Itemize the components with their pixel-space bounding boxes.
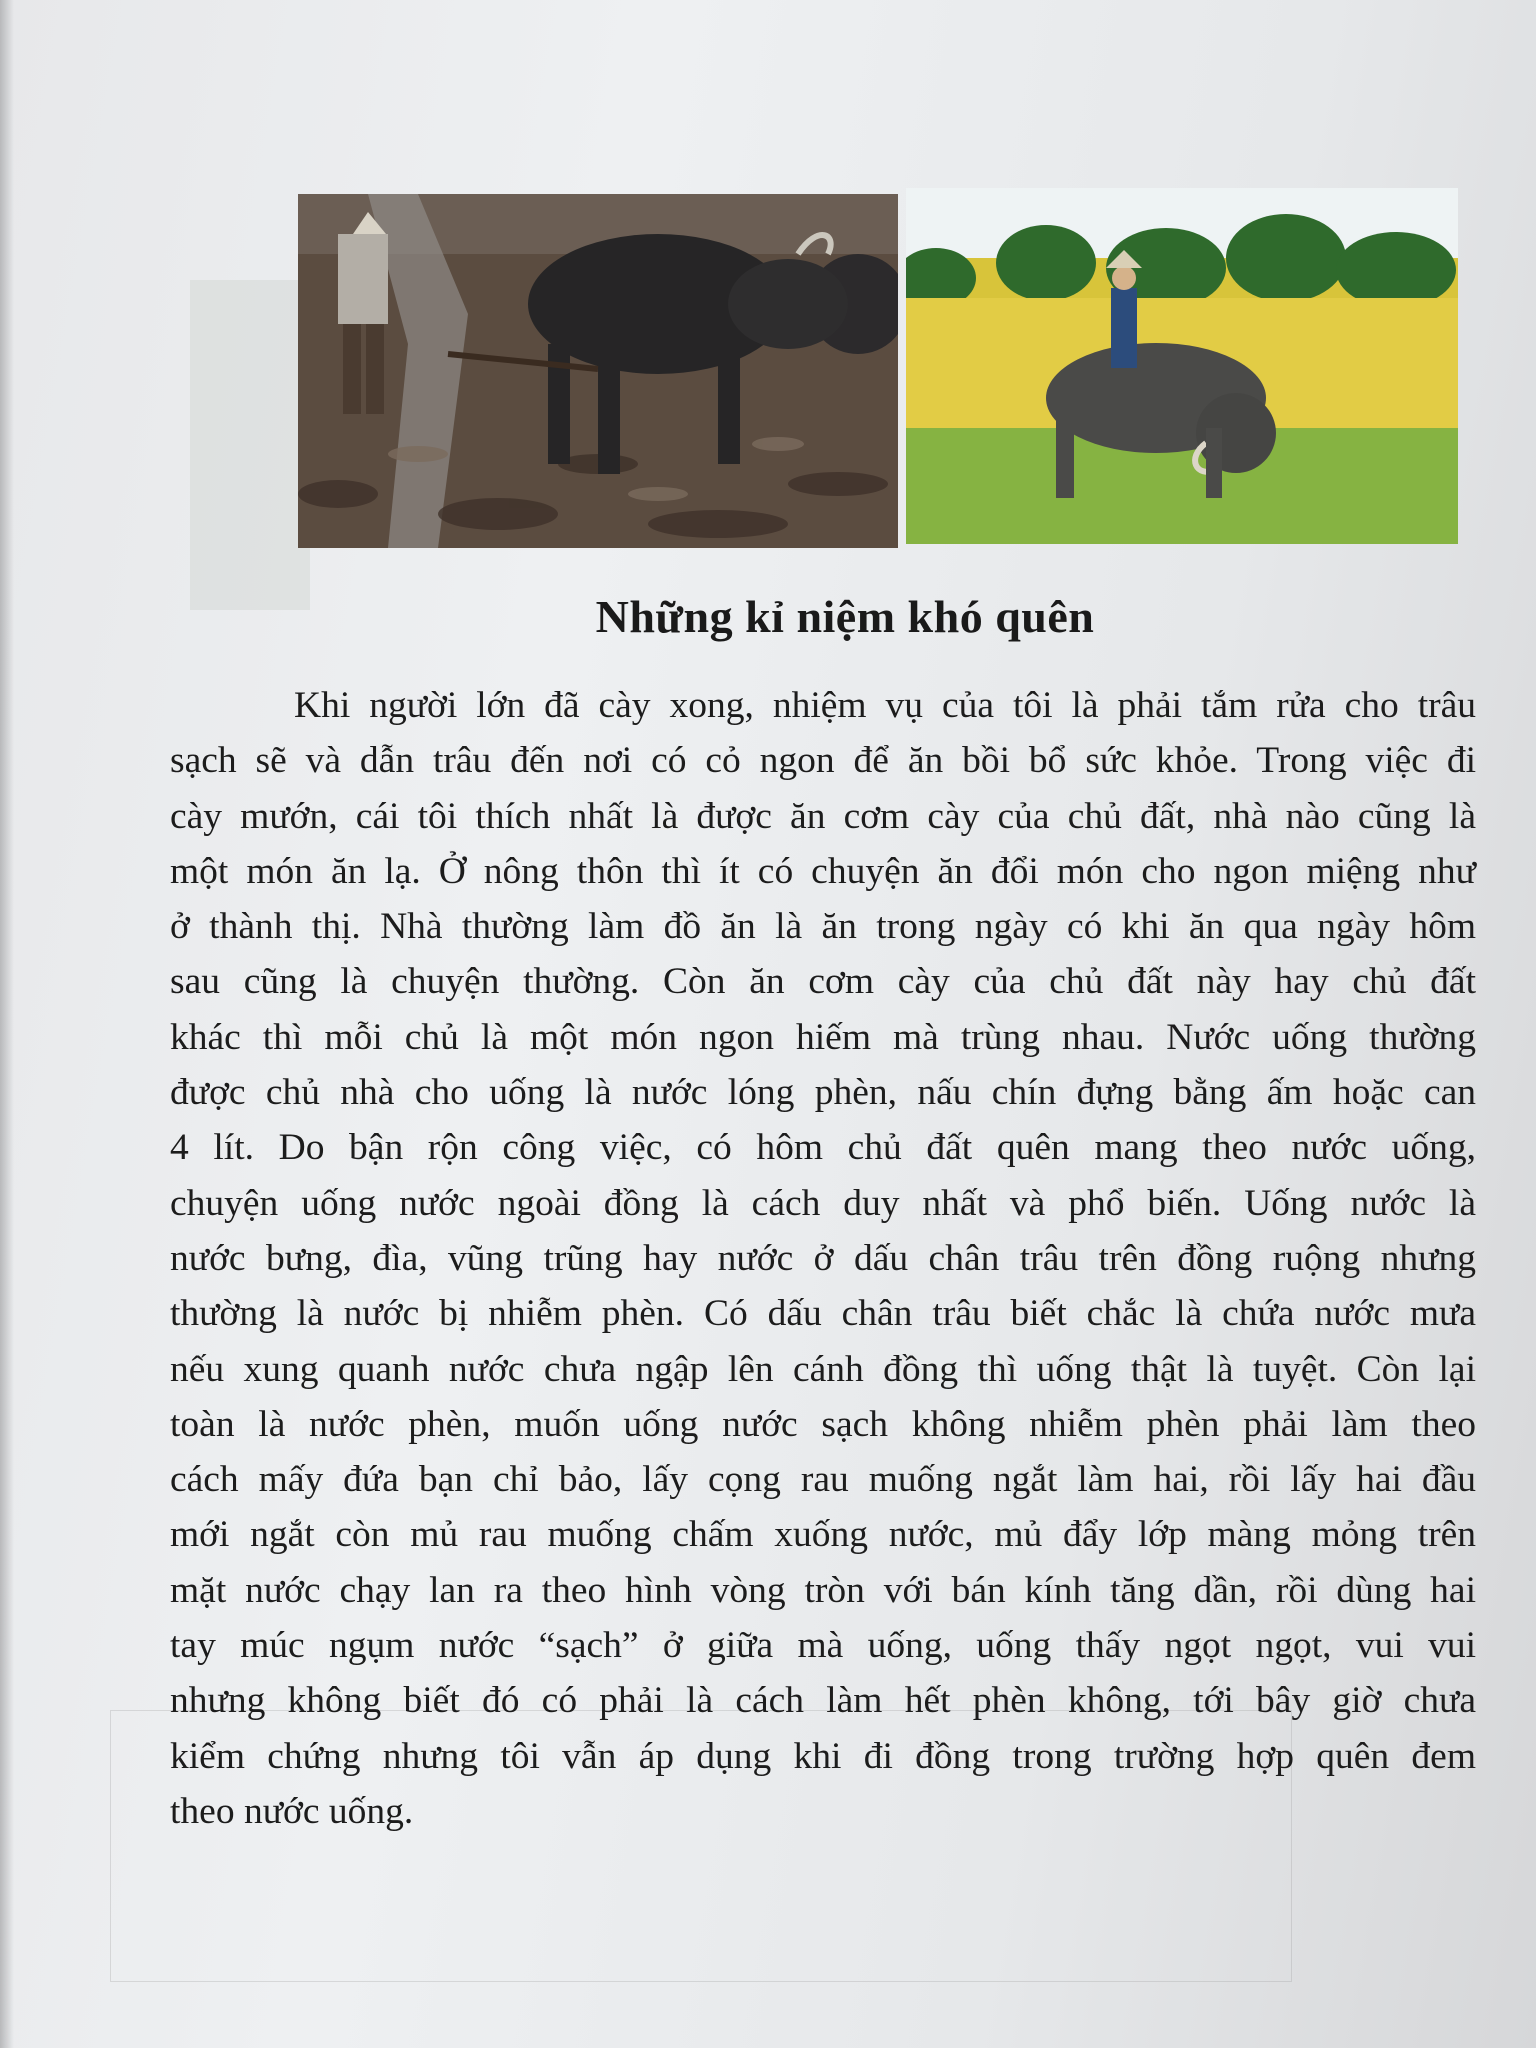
paragraph-line: 4 lít. Do bận rộn công việc, có hôm chủ đất quên mang theo nước uống, xyxy=(170,1127,1476,1169)
paragraph-line: mặt nước chạy lan ra theo hình vòng tròn với bán kính tăng dần, rồi dùng hai xyxy=(170,1569,1476,1611)
paragraph-line: tay múc ngụm nước “sạch” ở giữa mà uống, uống thấy ngọt ngọt, vui vui xyxy=(170,1625,1476,1667)
paragraph-line: cách mấy đứa bạn chỉ bảo, lấy cọng rau muống ngắt làm hai, rồi lấy hai đầu xyxy=(170,1459,1476,1501)
paragraph-line: mới ngắt còn mủ rau muống chấm xuống nước, mủ đẩy lớp màng mỏng trên xyxy=(170,1514,1476,1556)
paragraph-line: được chủ nhà cho uống là nước lóng phèn, nấu chín đựng bằng ấm hoặc can xyxy=(170,1072,1476,1114)
paragraph-line: chuyện uống nước ngoài đồng là cách duy nhất và phổ biến. Uống nước là xyxy=(170,1182,1476,1224)
paragraph-line: kiểm chứng nhưng tôi vẫn áp dụng khi đi đồng trong trường hợp quên đem xyxy=(170,1735,1476,1777)
photo-strip xyxy=(298,192,1458,552)
paragraph-line: nhưng không biết đó có phải là cách làm hết phèn không, tới bây giờ chưa xyxy=(170,1680,1476,1722)
paragraph-line: nước bưng, đìa, vũng trũng hay nước ở dấu chân trâu trên đồng ruộng nhưng xyxy=(170,1237,1476,1279)
page-title: Những kỉ niệm khó quên xyxy=(595,591,1095,642)
bleed-through-shape xyxy=(190,280,310,610)
child-on-buffalo-photo xyxy=(906,188,1458,544)
paragraph-line: ở thành thị. Nhà thường làm đồ ăn là ăn trong ngày có khi ăn qua ngày hôm xyxy=(170,906,1476,948)
paragraph-line: sau cũng là chuyện thường. Còn ăn cơm cày của chủ đất này hay chủ đất xyxy=(170,961,1476,1003)
paragraph-line: cày mướn, cái tôi thích nhất là được ăn cơm cày của chủ đất, nhà nào cũng là xyxy=(170,795,1476,837)
paragraph-line: sạch sẽ và dẫn trâu đến nơi có cỏ ngon để ăn bồi bổ sức khỏe. Trong việc đi xyxy=(170,740,1476,782)
paragraph-line: Khi người lớn đã cày xong, nhiệm vụ của tôi là phải tắm rửa cho trâu xyxy=(294,685,1476,726)
plowing-buffalo-photo xyxy=(298,194,898,548)
paragraph-line: thường là nước bị nhiễm phèn. Có dấu chân trâu biết chắc là chứa nước mưa xyxy=(170,1293,1476,1335)
paragraph-line: nếu xung quanh nước chưa ngập lên cánh đồng thì uống thật là tuyệt. Còn lại xyxy=(170,1348,1476,1390)
page-edge-shadow xyxy=(0,0,14,2048)
paragraph-line: khác thì mỗi chủ là một món ngon hiếm mà trùng nhau. Nước uống thường xyxy=(170,1016,1476,1058)
body-paragraph xyxy=(170,678,1476,1839)
paragraph-line: theo nước uống. xyxy=(170,1790,414,1832)
paragraph-line: toàn là nước phèn, muốn uống nước sạch không nhiễm phèn phải làm theo xyxy=(170,1403,1476,1445)
paragraph-line: một món ăn lạ. Ở nông thôn thì ít có chuyện ăn đổi món cho ngon miệng như xyxy=(170,850,1476,892)
